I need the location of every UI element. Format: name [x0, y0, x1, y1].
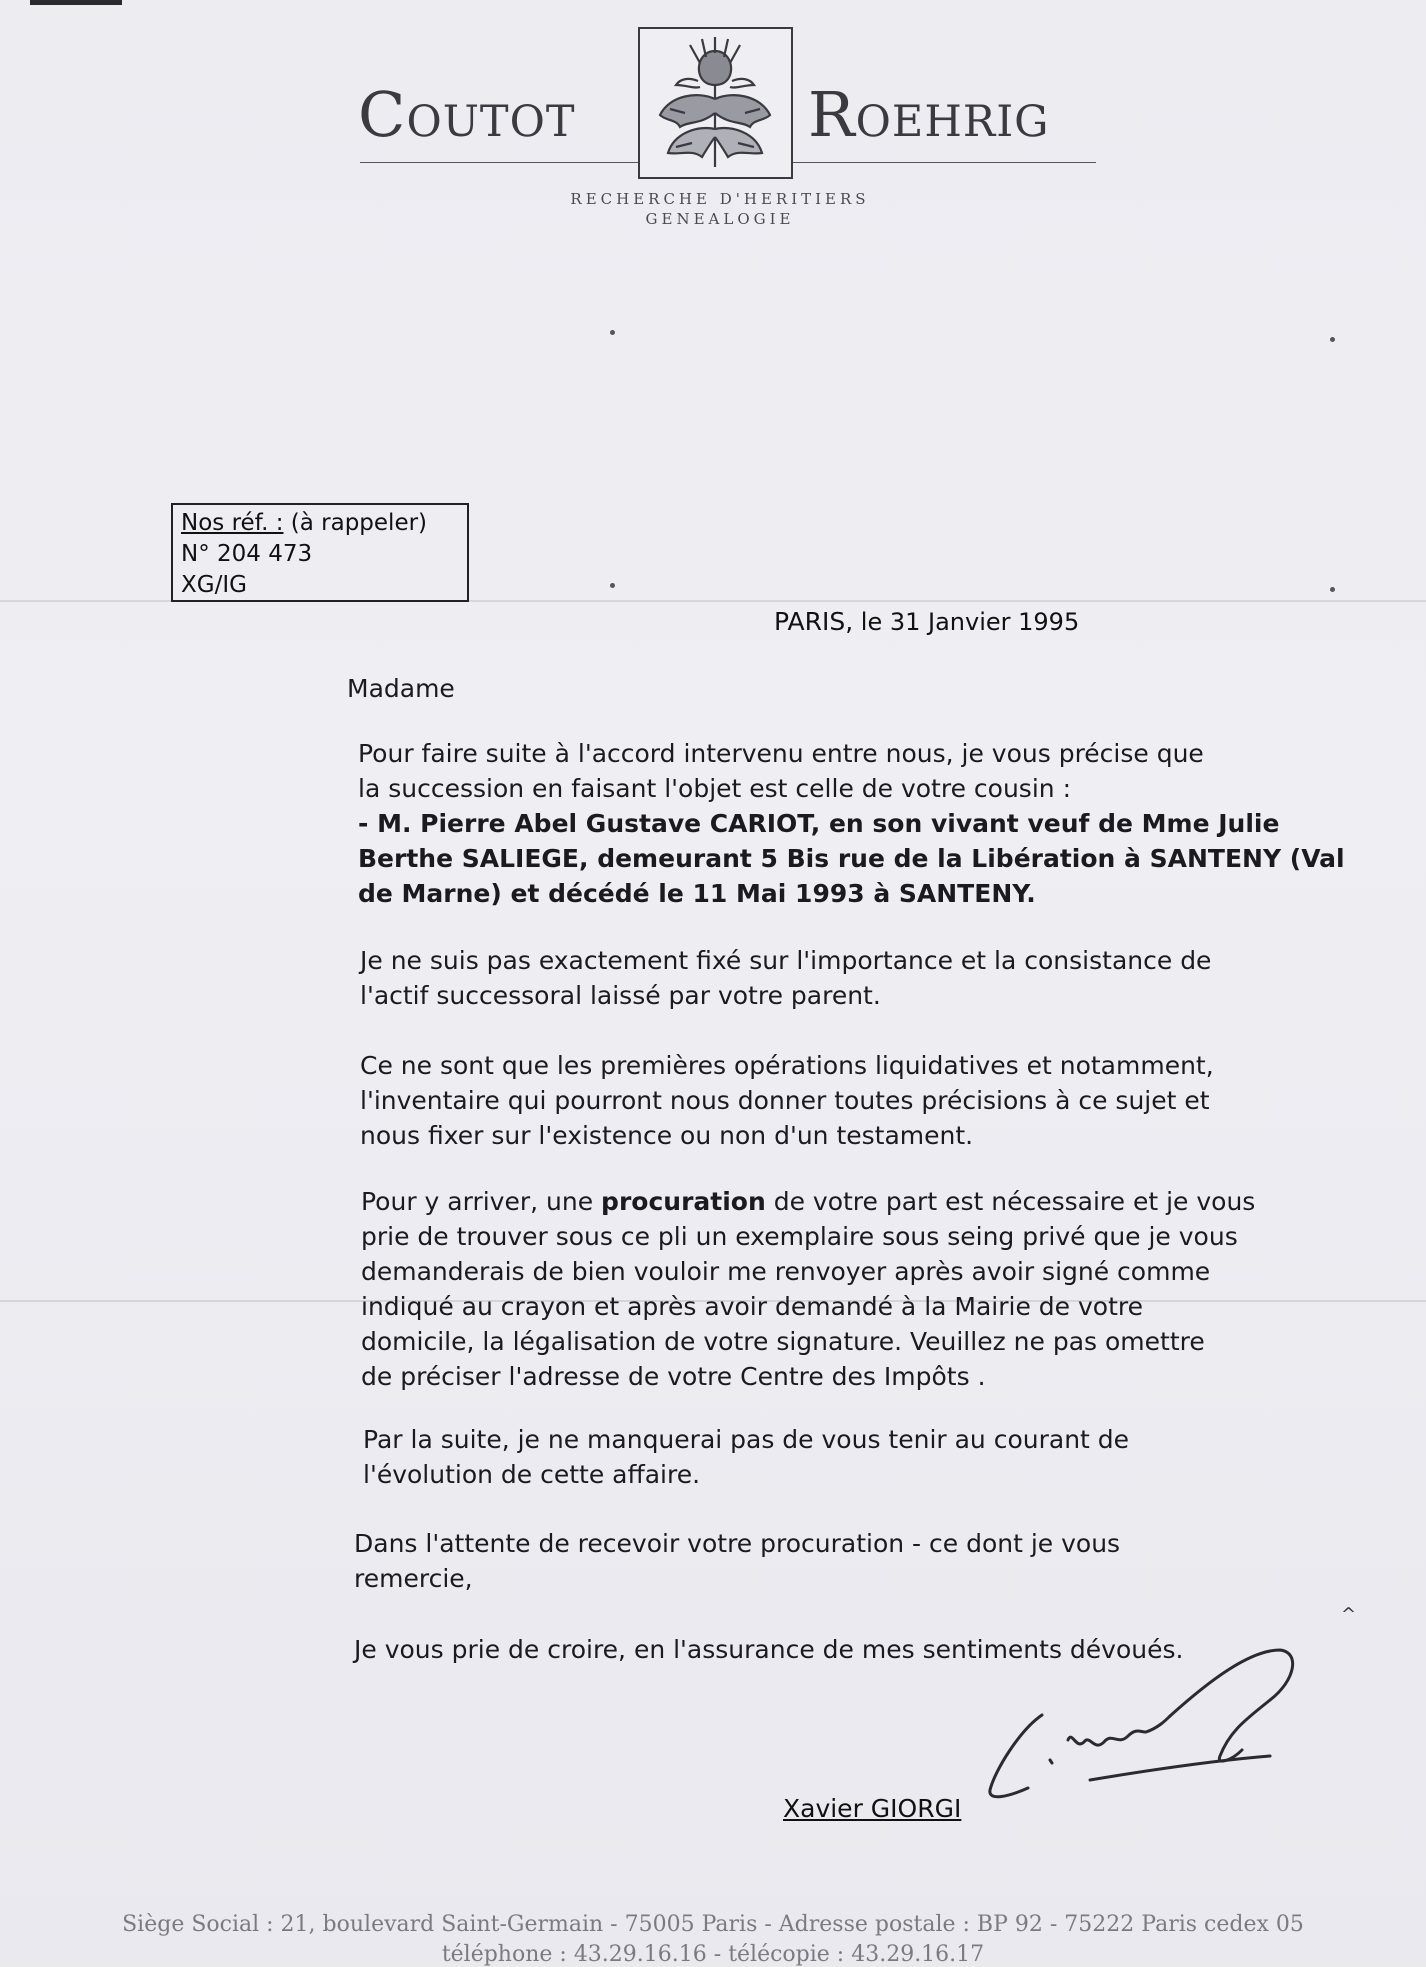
paragraph-line: l'évolution de cette affaire.	[363, 1460, 701, 1489]
reference-label-line	[181, 508, 459, 539]
paragraph-line: remercie,	[354, 1564, 473, 1593]
footer-phone: téléphone : 43.29.16.16 - télécopie : 43.29.16.17	[441, 1942, 985, 1967]
handwritten-signature	[980, 1620, 1320, 1820]
paragraph-line: Pour faire suite à l'accord intervenu entre nous, je vous précise que	[358, 739, 1204, 768]
brand-underline-right	[793, 162, 1096, 163]
tagline-genealogy: GENEALOGIE	[645, 210, 795, 228]
paragraph-line: Ce ne sont que les premières opérations liquidatives et notamment,	[360, 1051, 1214, 1080]
closing-line: Je vous prie de croire, en l'assurance de mes sentiments dévoués.	[354, 1635, 1184, 1664]
reference-initials: XG/IG	[181, 572, 247, 598]
date-city: PARIS,	[774, 607, 854, 636]
brand-name-right: Roehrig	[808, 78, 1050, 151]
reference-number: N° 204 473	[181, 541, 313, 567]
paragraph-line: l'actif successoral laissé par votre parent.	[360, 981, 881, 1010]
paragraph-line	[361, 1185, 1255, 1219]
brand-name-left: Coutot	[358, 78, 576, 151]
paragraph-line: nous fixer sur l'existence ou non d'un testament.	[360, 1121, 974, 1150]
paragraph-line: - M. Pierre Abel Gustave CARIOT, en son vivant veuf de Mme Julie	[358, 809, 1280, 838]
tagline-research: RECHERCHE D'HERITIERS	[570, 190, 870, 208]
paragraph-line: Je ne suis pas exactement fixé sur l'importance et la consistance de	[360, 946, 1212, 975]
signer-name: Xavier GIORGI	[783, 1794, 962, 1823]
salutation: Madame	[347, 674, 455, 703]
date-text: le 31 Janvier 1995	[853, 608, 1080, 636]
brand-underline-left	[360, 162, 638, 163]
caret-mark: ^	[1341, 1604, 1357, 1625]
punch-dot	[610, 330, 615, 335]
paragraph-line: demanderais de bien vouloir me renvoyer après avoir signé comme	[361, 1257, 1211, 1286]
footer-address: Siège Social : 21, boulevard Saint-Germain - 75005 Paris - Adresse postale : BP 92 - 75222 Paris cedex 05	[122, 1912, 1304, 1937]
procuration-keyword: procuration	[601, 1187, 766, 1216]
text-run: Pour y arriver, une	[361, 1187, 602, 1216]
paragraph-line: de Marne) et décédé le 11 Mai 1993 à SANTENY.	[358, 879, 1036, 908]
reference-label: Nos réf. :	[181, 510, 284, 536]
reference-box	[171, 503, 469, 602]
paragraph-line: domicile, la légalisation de votre signature. Veuillez ne pas omettre	[361, 1327, 1205, 1356]
paragraph-line: Par la suite, je ne manquerai pas de vous tenir au courant de	[363, 1425, 1130, 1454]
paragraph-line: prie de trouver sous ce pli un exemplaire sous seing privé que je vous	[361, 1222, 1238, 1251]
punch-dot	[1330, 337, 1335, 342]
paragraph-line: Berthe SALIEGE, demeurant 5 Bis rue de la Libération à SANTENY (Val	[358, 844, 1345, 873]
paragraph-line: de préciser l'adresse de votre Centre des Impôts .	[361, 1362, 986, 1391]
paragraph-line: la succession en faisant l'objet est celle de votre cousin :	[358, 774, 1071, 803]
reference-label-suffix: (à rappeler)	[283, 510, 428, 536]
text-run: de votre part est nécessaire et je vous	[765, 1187, 1256, 1216]
punch-dot	[610, 583, 615, 588]
punch-dot	[1330, 587, 1335, 592]
letter-date	[774, 607, 1079, 636]
paragraph-line: l'inventaire qui pourront nous donner toutes précisions à ce sujet et	[360, 1086, 1210, 1115]
thistle-emblem-icon	[640, 29, 791, 177]
paragraph-line: indiqué au crayon et après avoir demandé à la Mairie de votre	[361, 1292, 1143, 1321]
paragraph-line: Dans l'attente de recevoir votre procuration - ce dont je vous	[354, 1529, 1121, 1558]
company-logo	[638, 27, 793, 179]
top-edge-mark	[30, 0, 122, 5]
